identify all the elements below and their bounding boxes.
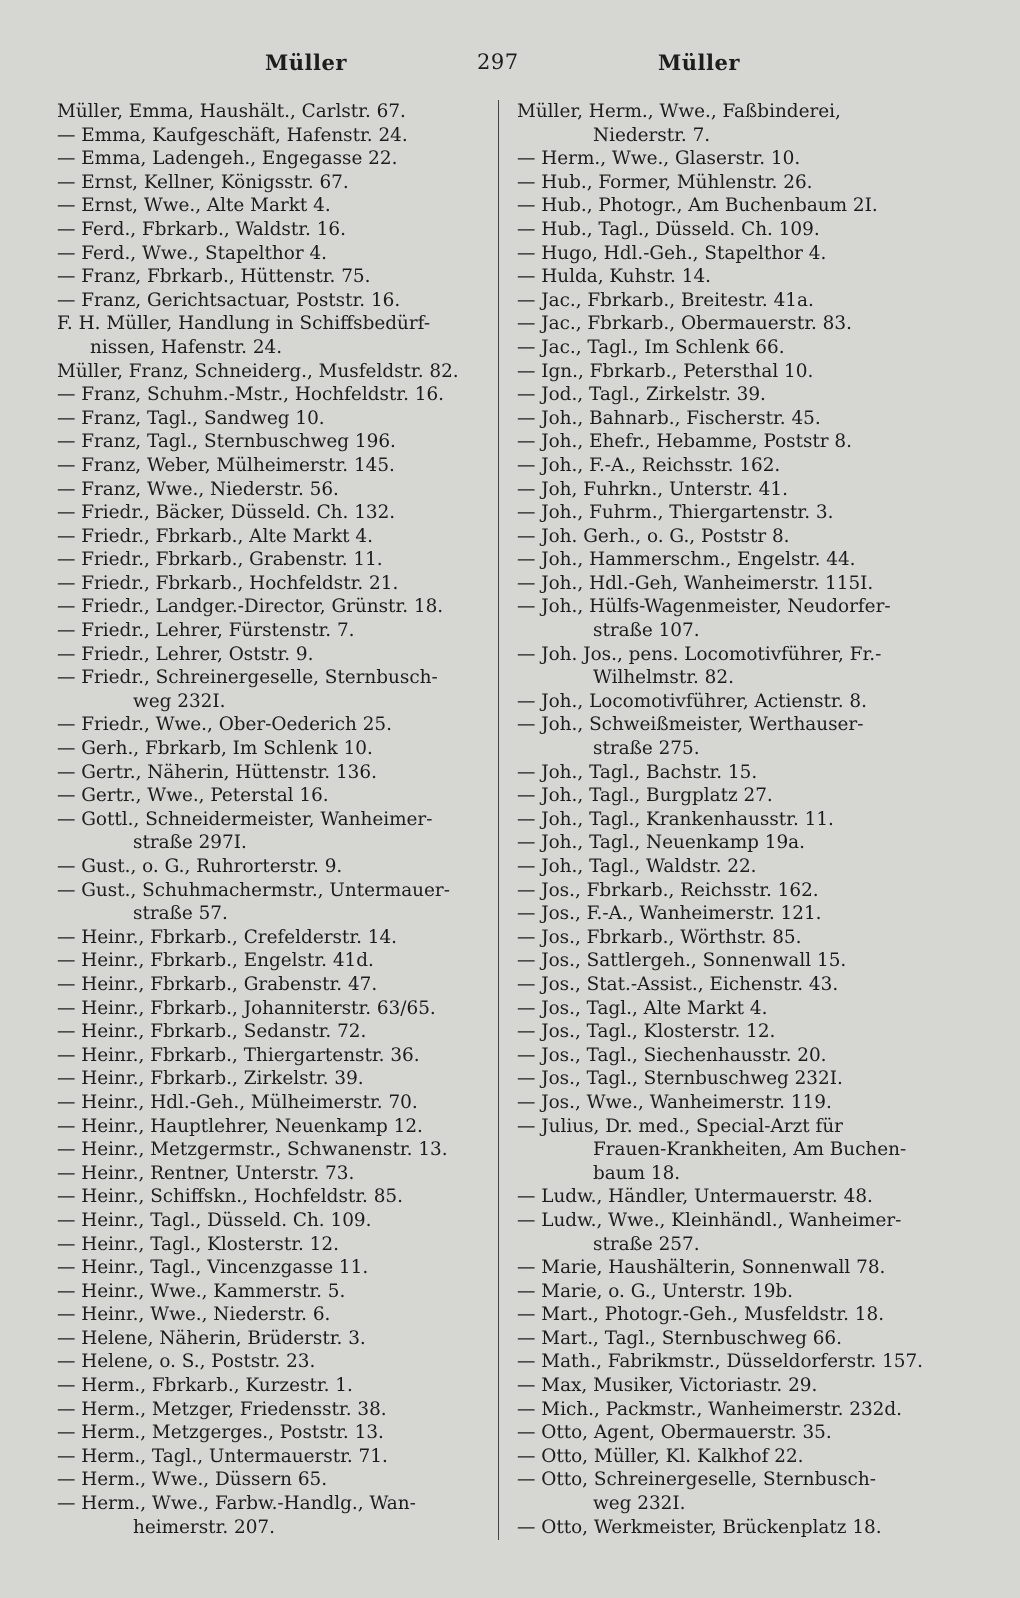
directory-entry-line: Müller, Franz, Schneiderg., Musfeldstr. 82. — [57, 360, 459, 382]
directory-entry-line: — Heinr., Schiffskn., Hochfeldstr. 85. — [57, 1186, 403, 1208]
directory-entry-line: — Herm., Metzgerges., Poststr. 13. — [57, 1422, 384, 1444]
directory-entry-line: straße 107. — [593, 620, 700, 642]
directory-entry-line: — Otto, Müller, Kl. Kalkhof 22. — [517, 1445, 804, 1467]
directory-entry-line: — Heinr., Metzgermstr., Schwanenstr. 13. — [57, 1139, 448, 1161]
directory-entry-line: — Ernst, Wwe., Alte Markt 4. — [57, 195, 331, 217]
directory-entry-line: straße 257. — [593, 1233, 700, 1255]
directory-entry-line: — Jos., Sattlergeh., Sonnenwall 15. — [517, 950, 847, 972]
directory-entry-line: baum 18. — [593, 1162, 681, 1184]
directory-entry-line: — Joh. Gerh., o. G., Poststr 8. — [517, 525, 790, 547]
directory-entry-line: — Heinr., Wwe., Niederstr. 6. — [57, 1304, 331, 1326]
directory-entry-line: — Jos., Tagl., Siechenhausstr. 20. — [517, 1044, 827, 1066]
directory-entry-line: Frauen-Krankheiten, Am Buchen- — [593, 1139, 907, 1161]
directory-entry-line: — Joh., Hülfs-Wagenmeister, Neudorfer- — [517, 596, 891, 618]
directory-entry-line: — Gust., Schuhmachermstr., Untermauer- — [57, 879, 450, 901]
running-head-left: Müller — [265, 50, 347, 75]
directory-entry-line: — Heinr., Fbrkarb., Sedanstr. 72. — [57, 1021, 367, 1043]
directory-entry-line: — Joh., Hammerschm., Engelstr. 44. — [517, 549, 856, 571]
directory-entry-line: — Heinr., Hauptlehrer, Neuenkamp 12. — [57, 1115, 423, 1137]
directory-entry-line: — Herm., Fbrkarb., Kurzestr. 1. — [57, 1375, 353, 1397]
directory-entry-line: — Joh., Locomotivführer, Actienstr. 8. — [517, 690, 867, 712]
directory-entry-line: — Marie, o. G., Unterstr. 19b. — [517, 1280, 794, 1302]
directory-entry-line: — Hub., Tagl., Düsseld. Ch. 109. — [517, 218, 820, 240]
directory-entry-line: — Heinr., Hdl.-Geh., Mülheimerstr. 70. — [57, 1091, 418, 1113]
directory-entry-line: — Jac., Fbrkarb., Obermauerstr. 83. — [517, 313, 852, 335]
directory-entry-line: — Jos., Fbrkarb., Reichsstr. 162. — [517, 879, 819, 901]
directory-entry-line: — Ign., Fbrkarb., Petersthal 10. — [517, 360, 814, 382]
directory-entry-line: — Helene, Näherin, Brüderstr. 3. — [57, 1327, 366, 1349]
directory-entry-line: — Franz, Weber, Mülheimerstr. 145. — [57, 454, 395, 476]
directory-entry-line: — Jos., Fbrkarb., Wörthstr. 85. — [517, 926, 802, 948]
directory-entry-line: — Gottl., Schneidermeister, Wanheimer- — [57, 808, 433, 830]
page-number: 297 — [477, 50, 519, 74]
directory-entry-line: — Heinr., Fbrkarb., Johanniterstr. 63/65. — [57, 997, 436, 1019]
directory-entry-line: — Mart., Photogr.-Geh., Musfeldstr. 18. — [517, 1304, 885, 1326]
directory-entry-line: — Otto, Werkmeister, Brückenplatz 18. — [517, 1516, 882, 1538]
directory-entry-line: — Heinr., Fbrkarb., Thiergartenstr. 36. — [57, 1044, 420, 1066]
directory-entry-line: — Gerh., Fbrkarb, Im Schlenk 10. — [57, 738, 373, 760]
directory-entry-line: — Joh., Tagl., Waldstr. 22. — [517, 856, 757, 877]
directory-entry-line: Müller, Emma, Haushält., Carlstr. 67. — [57, 101, 406, 122]
directory-entry-line: — Franz, Gerichtsactuar, Poststr. 16. — [57, 289, 401, 311]
directory-entry-line: — Friedr., Bäcker, Düsseld. Ch. 132. — [57, 502, 396, 524]
directory-entry-line: — Friedr., Schreinergeselle, Sternbusch- — [57, 667, 438, 689]
directory-entry-line: — Franz, Schuhm.-Mstr., Hochfeldstr. 16. — [57, 384, 445, 406]
directory-entry-line: — Friedr., Fbrkarb., Alte Markt 4. — [57, 525, 373, 547]
directory-entry-line: — Heinr., Tagl., Klosterstr. 12. — [57, 1233, 339, 1255]
directory-entry-line: — Ferd., Wwe., Stapelthor 4. — [57, 242, 328, 264]
directory-entry-line: — Friedr., Fbrkarb., Hochfeldstr. 21. — [57, 572, 399, 594]
directory-entry-line: — Herm., Wwe., Glaserstr. 10. — [517, 148, 801, 170]
directory-entry-line: — Math., Fabrikmstr., Düsseldorferstr. 157. — [517, 1351, 924, 1373]
directory-entry-line: — Joh., Hdl.-Geh, Wanheimerstr. 115I. — [517, 572, 874, 594]
directory-entry-line: — Heinr., Fbrkarb., Grabenstr. 47. — [57, 973, 378, 995]
directory-entry-line: — Herm., Wwe., Düssern 65. — [57, 1469, 328, 1491]
directory-entry-line: — Joh., Tagl., Burgplatz 27. — [517, 785, 773, 807]
directory-entry-line: — Joh., Bahnarb., Fischerstr. 45. — [517, 407, 821, 429]
directory-entry-line: — Mich., Packmstr., Wanheimerstr. 232d. — [517, 1398, 903, 1420]
directory-entry-line: — Otto, Agent, Obermauerstr. 35. — [517, 1422, 832, 1444]
directory-entry-line: — Helene, o. S., Poststr. 23. — [57, 1351, 316, 1373]
directory-entry-line: — Joh., Schweißmeister, Werthauser- — [517, 714, 864, 736]
directory-entry-line: weg 232I. — [593, 1493, 686, 1515]
directory-entry-line: — Gust., o. G., Ruhrorterstr. 9. — [57, 856, 343, 877]
directory-entry-line: — Franz, Fbrkarb., Hüttenstr. 75. — [57, 266, 371, 288]
directory-entry-line: — Friedr., Wwe., Ober-Oederich 25. — [57, 714, 392, 736]
directory-entry-line: — Emma, Kaufgeschäft, Hafenstr. 24. — [57, 124, 408, 146]
directory-entry-line: — Jos., Tagl., Alte Markt 4. — [517, 997, 768, 1019]
directory-entry-line: straße 297I. — [133, 832, 247, 854]
directory-entry-line: straße 57. — [133, 903, 228, 925]
directory-entry-line: — Hub., Photogr., Am Buchenbaum 2I. — [517, 195, 878, 217]
directory-entry-line: — Hugo, Hdl.-Geh., Stapelthor 4. — [517, 242, 827, 264]
directory-entry-line: — Herm., Wwe., Farbw.-Handlg., Wan- — [57, 1493, 416, 1515]
directory-entry-line: — Friedr., Lehrer, Fürstenstr. 7. — [57, 620, 355, 642]
directory-entry-line: — Julius, Dr. med., Special-Arzt für — [517, 1115, 843, 1137]
directory-entry-line: — Jos., F.-A., Wanheimerstr. 121. — [517, 903, 822, 925]
directory-entry-line: — Joh., Tagl., Neuenkamp 19a. — [517, 832, 805, 854]
directory-entry-line: — Heinr., Fbrkarb., Engelstr. 41d. — [57, 950, 374, 972]
running-head-right: Müller — [658, 50, 740, 75]
directory-entry-line: — Joh., F.-A., Reichsstr. 162. — [517, 454, 781, 476]
directory-entry-line: — Franz, Tagl., Sternbuschweg 196. — [57, 431, 396, 453]
directory-entry-line: — Jos., Stat.-Assist., Eichenstr. 43. — [517, 973, 839, 995]
left-column — [57, 100, 487, 1539]
column-divider — [498, 100, 499, 1540]
directory-entry-line: weg 232I. — [133, 690, 226, 712]
directory-entry-line: — Jos., Tagl., Klosterstr. 12. — [517, 1021, 776, 1043]
directory-entry-line: — Jac., Fbrkarb., Breitestr. 41a. — [517, 289, 814, 311]
directory-entry-line: Wilhelmstr. 82. — [593, 667, 734, 689]
directory-entry-line: — Jos., Wwe., Wanheimerstr. 119. — [517, 1091, 832, 1113]
directory-entry-line: — Joh., Ehefr., Hebamme, Poststr 8. — [517, 431, 852, 453]
directory-entry-line: — Ludw., Wwe., Kleinhändl., Wanheimer- — [517, 1209, 902, 1231]
directory-entry-line: — Heinr., Tagl., Vincenzgasse 11. — [57, 1257, 369, 1279]
directory-entry-line: — Herm., Metzger, Friedensstr. 38. — [57, 1398, 387, 1420]
directory-entry-line: — Otto, Schreinergeselle, Sternbusch- — [517, 1469, 876, 1491]
directory-entry-line: — Ernst, Kellner, Königsstr. 67. — [57, 171, 349, 193]
directory-entry-line: Niederstr. 7. — [593, 124, 711, 146]
directory-entry-line: — Joh., Fuhrm., Thiergartenstr. 3. — [517, 502, 834, 524]
directory-entry-line: — Joh, Fuhrkn., Unterstr. 41. — [517, 478, 788, 500]
directory-entry-line: — Joh., Tagl., Krankenhausstr. 11. — [517, 808, 834, 830]
directory-entry-line: — Hub., Former, Mühlenstr. 26. — [517, 171, 813, 193]
directory-entry-line: — Heinr., Rentner, Unterstr. 73. — [57, 1162, 355, 1184]
directory-entry-line: — Heinr., Fbrkarb., Crefelderstr. 14. — [57, 926, 398, 948]
directory-entry-line: — Jos., Tagl., Sternbuschweg 232I. — [517, 1068, 843, 1090]
directory-entry-line: — Friedr., Fbrkarb., Grabenstr. 11. — [57, 549, 383, 571]
directory-entry-line: — Gertr., Wwe., Peterstal 16. — [57, 785, 329, 807]
directory-entry-line: F. H. Müller, Handlung in Schiffsbedürf- — [57, 313, 431, 335]
directory-entry-line: — Joh., Tagl., Bachstr. 15. — [517, 761, 758, 783]
directory-entry-line: — Heinr., Fbrkarb., Zirkelstr. 39. — [57, 1068, 364, 1090]
directory-entry-line: — Joh. Jos., pens. Locomotivführer, Fr.- — [517, 643, 882, 665]
directory-entry-line: — Friedr., Landger.-Director, Grünstr. 18. — [57, 596, 444, 618]
directory-entry-line: — Ferd., Fbrkarb., Waldstr. 16. — [57, 218, 346, 240]
right-column — [517, 100, 947, 1539]
directory-entry-line: — Marie, Haushälterin, Sonnenwall 78. — [517, 1257, 886, 1279]
directory-entry-line: — Emma, Ladengeh., Engegasse 22. — [57, 148, 398, 170]
directory-entry-line: — Max, Musiker, Victoriastr. 29. — [517, 1375, 818, 1397]
directory-entry-line: — Herm., Tagl., Untermauerstr. 71. — [57, 1445, 388, 1467]
directory-entry-line: — Ludw., Händler, Untermauerstr. 48. — [517, 1186, 873, 1208]
directory-entry-line: — Heinr., Wwe., Kammerstr. 5. — [57, 1280, 346, 1302]
directory-entry-line: — Franz, Wwe., Niederstr. 56. — [57, 478, 339, 500]
directory-entry-line: — Heinr., Tagl., Düsseld. Ch. 109. — [57, 1209, 372, 1231]
directory-entry-line: Müller, Herm., Wwe., Faßbinderei, — [517, 101, 841, 122]
directory-entry-line: — Franz, Tagl., Sandweg 10. — [57, 407, 325, 429]
directory-entry-line: straße 275. — [593, 738, 700, 760]
directory-entry-line: — Gertr., Näherin, Hüttenstr. 136. — [57, 761, 377, 783]
directory-entry-line: heimerstr. 207. — [133, 1516, 275, 1538]
directory-entry-line: — Hulda, Kuhstr. 14. — [517, 266, 711, 288]
directory-entry-line: — Mart., Tagl., Sternbuschweg 66. — [517, 1327, 842, 1349]
directory-entry-line: — Jac., Tagl., Im Schlenk 66. — [517, 336, 785, 358]
directory-entry-line: — Friedr., Lehrer, Oststr. 9. — [57, 643, 314, 665]
directory-entry-line: nissen, Hafenstr. 24. — [90, 336, 283, 358]
directory-entry-line: — Jod., Tagl., Zirkelstr. 39. — [517, 384, 766, 406]
